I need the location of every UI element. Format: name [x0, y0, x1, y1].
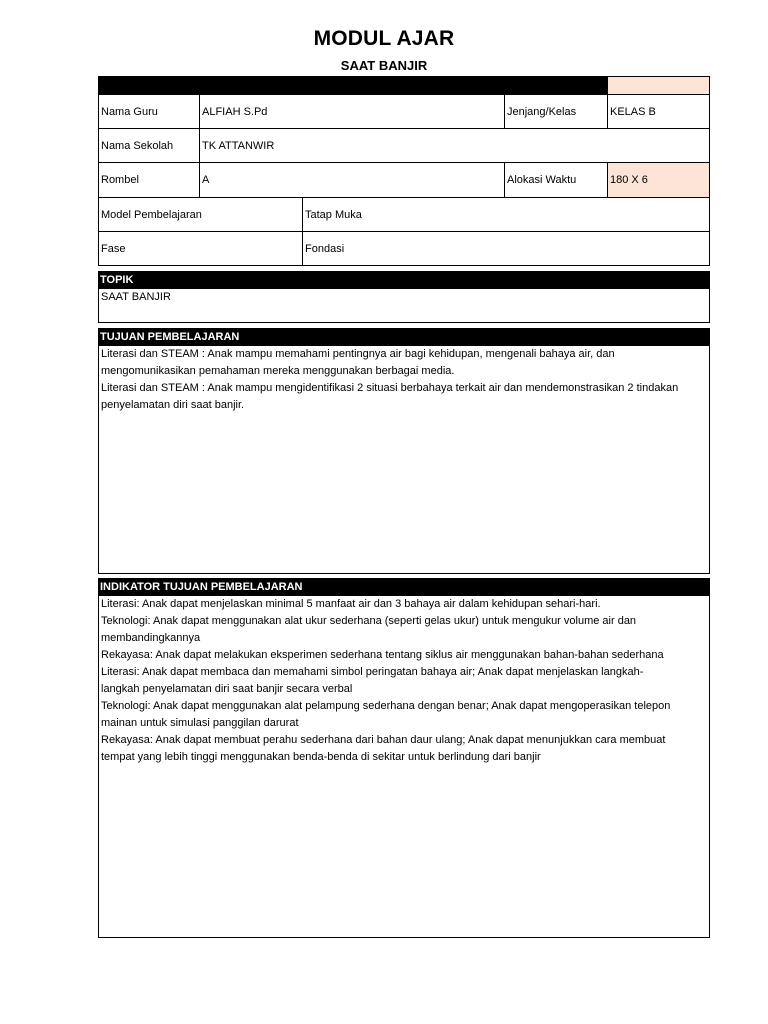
indikator-item: Rekayasa: Anak dapat melakukan eksperimen sederhana tentang siklus air menggunakan bahan-bahan sederhana	[101, 649, 664, 661]
rombel-value: A	[199, 162, 505, 198]
alokasi-value: 180 X 6	[607, 162, 710, 198]
indikator-heading: INDIKATOR TUJUAN PEMBELAJARAN	[98, 578, 710, 596]
alokasi-label: Alokasi Waktu	[504, 162, 608, 198]
fase-label: Fase	[98, 231, 303, 266]
document-title: MODUL AJAR	[313, 27, 455, 50]
topik-heading: TOPIK	[98, 271, 710, 289]
rombel-label: Rombel	[98, 162, 200, 198]
fase-value: Fondasi	[302, 231, 710, 266]
indikator-item: Teknologi: Anak dapat menggunakan alat ukur sederhana (seperti gelas ukur) untuk mengukur volume air dan membandingkannya	[101, 615, 637, 644]
jenjang-label: Jenjang/Kelas	[504, 94, 608, 129]
nama-guru-value: ALFIAH S.Pd	[199, 94, 505, 129]
indikator-item: Rekayasa: Anak dapat membuat perahu sederhana dari bahan daur ulang; Anak dapat menunjukkan cara membuat tempat yang lebih tinggi menggunakan benda-benda di sekitar untuk berlindung dari banjir	[101, 734, 666, 763]
tujuan-item: Literasi dan STEAM : Anak mampu memahami pentingnya air bagi kehidupan, mengenali bahaya air, dan mengomunikasikan pemahaman mereka menggunakan berbagai media.	[101, 348, 615, 377]
jenjang-value: KELAS B	[607, 94, 710, 129]
indikator-body	[98, 596, 710, 938]
nama-sekolah-value: TK ATTANWIR	[199, 128, 710, 163]
model-value: Tatap Muka	[302, 197, 710, 232]
document-subtitle: SAAT BANJIR	[340, 58, 428, 73]
topik-text: SAAT BANJIR	[101, 291, 171, 303]
nama-guru-label: Nama Guru	[98, 94, 200, 129]
topik-body	[98, 289, 710, 323]
indikator-item: Teknologi: Anak dapat menggunakan alat pelampung sederhana dengan benar; Anak dapat mengoperasikan telepon mainan untuk simulasi panggilan darurat	[101, 700, 671, 729]
model-label: Model Pembelajaran	[98, 197, 303, 232]
indikator-item: Literasi: Anak dapat membaca dan memahami simbol peringatan bahaya air; Anak dapat menjelaskan langkah- langkah penyelamatan diri saat banjir secara verbal	[101, 666, 644, 695]
header-peach-cell	[607, 76, 710, 95]
header-bar	[98, 76, 608, 95]
tujuan-body	[98, 346, 710, 574]
tujuan-item: Literasi dan STEAM : Anak mampu mengidentifikasi 2 situasi berbahaya terkait air dan mendemonstrasikan 2 tindakan penyelamatan diri saat banjir.	[101, 382, 679, 411]
indikator-item: Literasi: Anak dapat menjelaskan minimal 5 manfaat air dan 3 bahaya air dalam kehidupan sehari-hari.	[101, 598, 601, 610]
tujuan-heading: TUJUAN PEMBELAJARAN	[98, 328, 710, 346]
nama-sekolah-label: Nama Sekolah	[98, 128, 200, 163]
